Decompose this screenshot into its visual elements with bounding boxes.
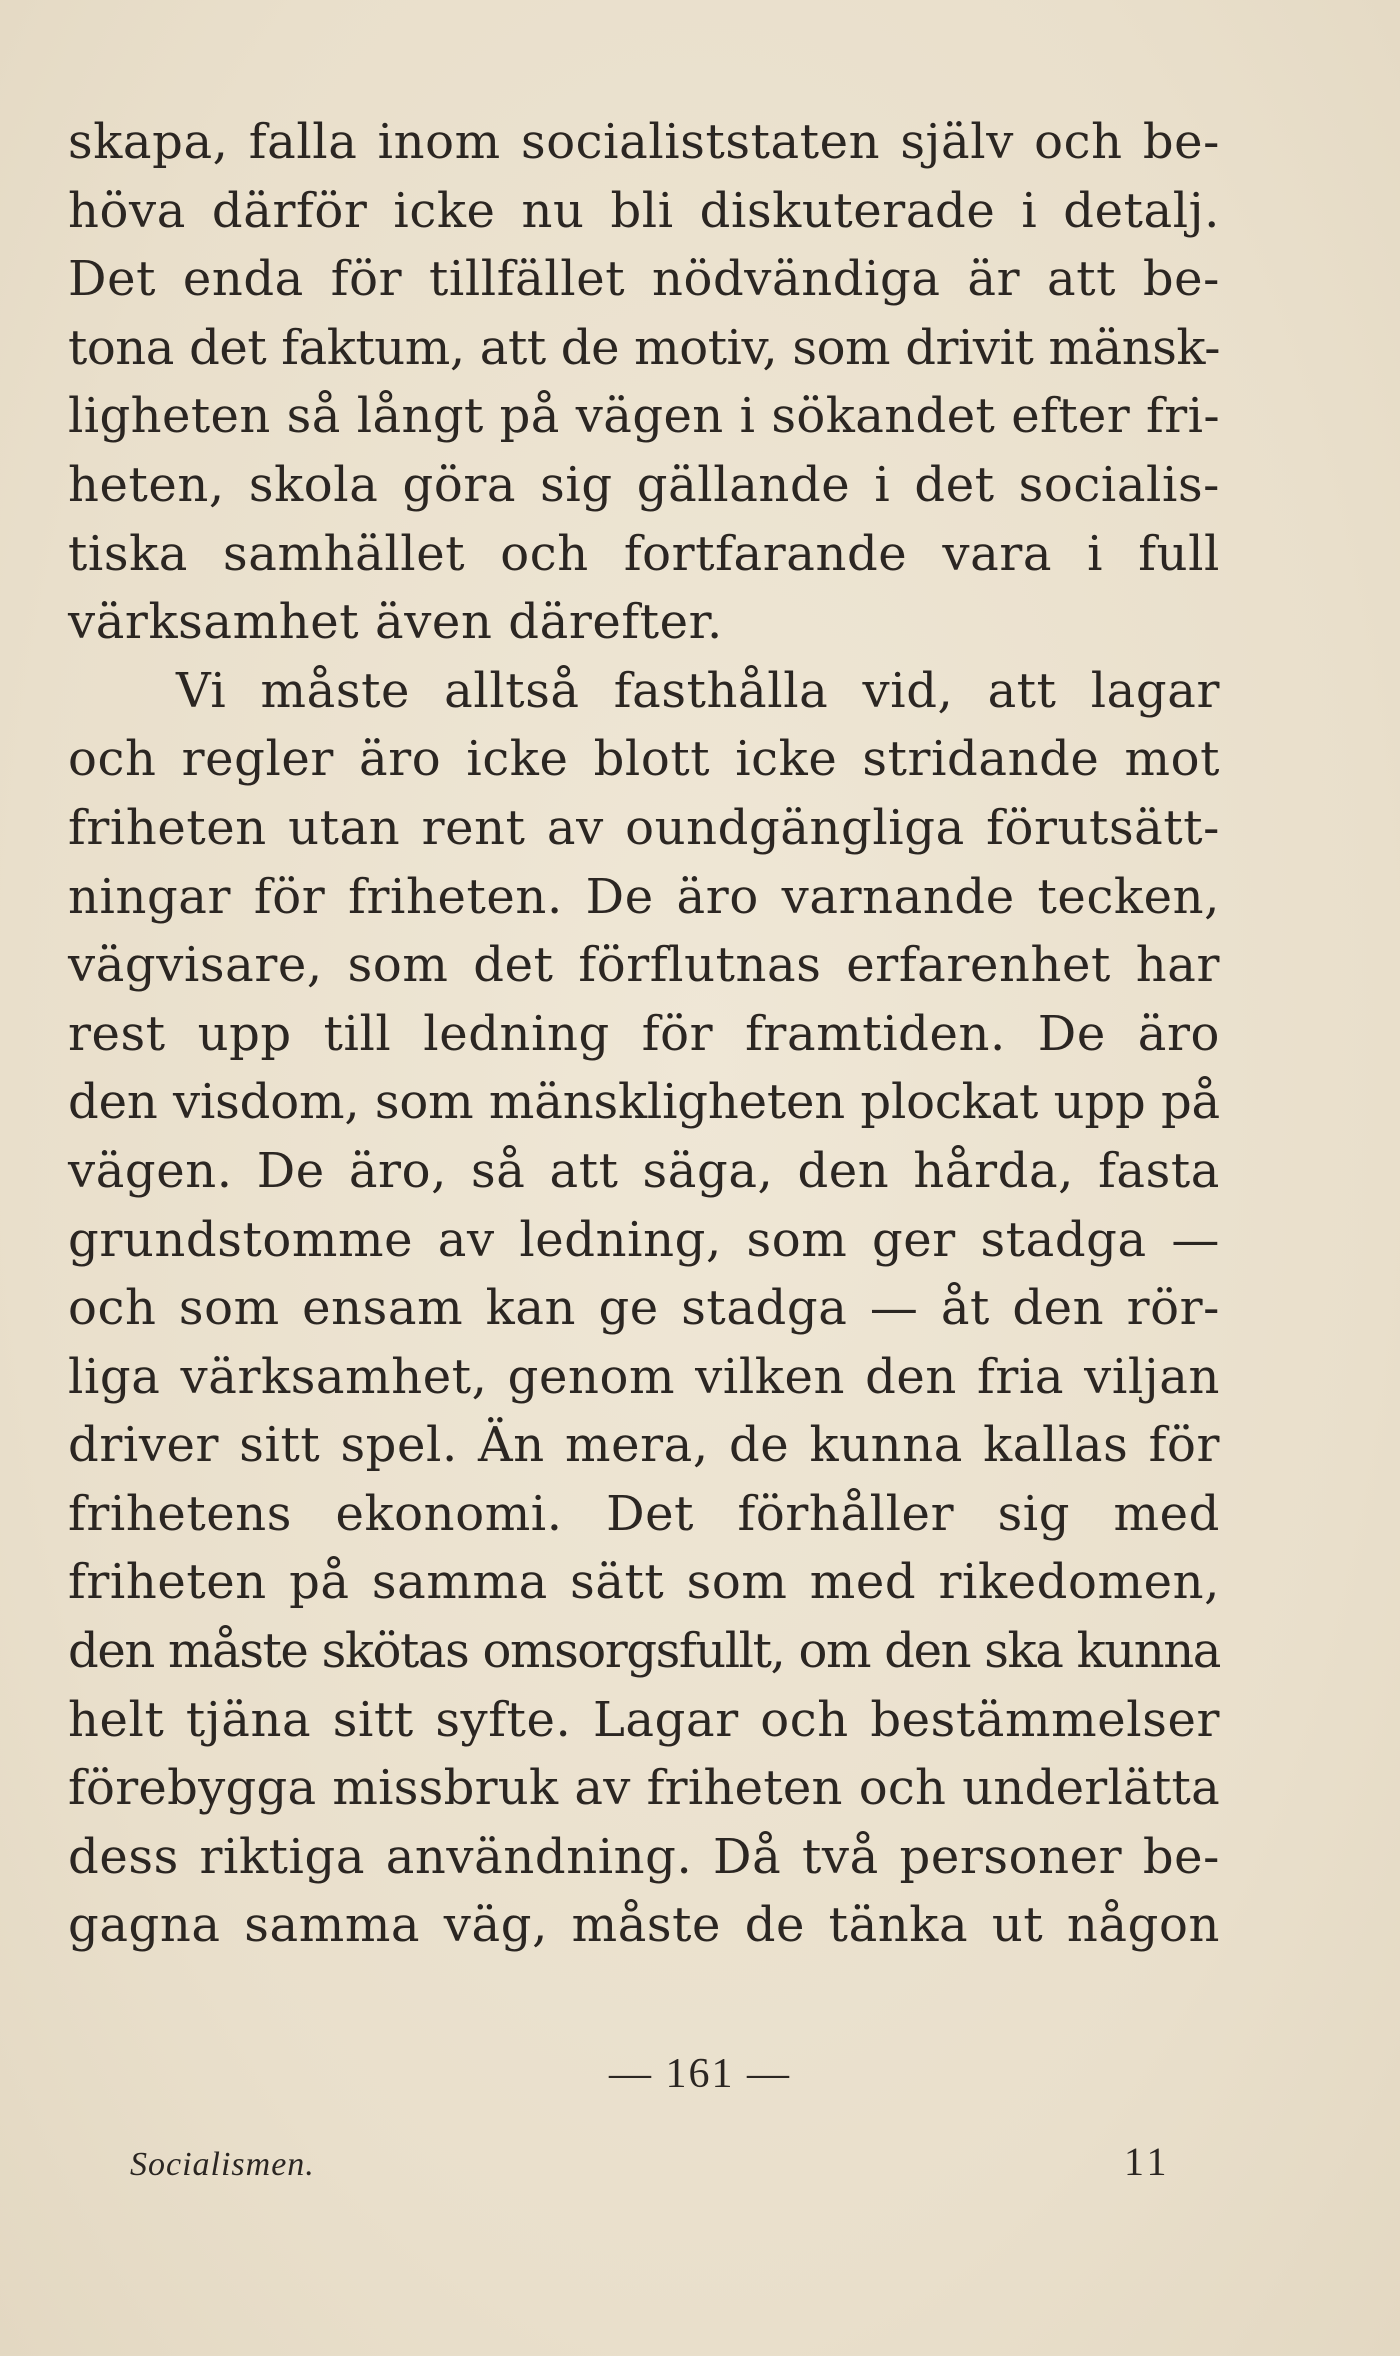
text-line: driver sitt spel. Än mera, de kunna kallas för: [68, 1417, 1220, 1474]
text-line: friheten utan rent av oundgängliga förutsätt-: [68, 799, 1220, 856]
text-line: den visdom, som mänskligheten plockat upp på: [68, 1074, 1220, 1131]
text-line: skapa, falla inom socialiststaten själv och be-: [68, 114, 1220, 170]
text-line: grundstomme av ledning, som ger stadga —: [68, 1211, 1220, 1268]
page-number: — 161 —: [609, 2051, 791, 2097]
text-line: värksamhet även därefter.: [68, 594, 723, 651]
text-line: helt tjäna sitt syfte. Lagar och bestämmelser: [68, 1691, 1220, 1748]
text-line: förebygga missbruk av friheten och underlätta: [68, 1760, 1220, 1817]
text-line: Det enda för tillfället nödvändiga är att be-: [68, 251, 1220, 308]
text-line: friheten på samma sätt som med rikedomen,: [68, 1554, 1220, 1611]
text-line: Vi måste alltså fasthålla vid, att lagar: [176, 662, 1220, 719]
text-line: dess riktiga användning. Då två personer be-: [68, 1828, 1220, 1885]
text-line: tiska samhället och fortfarande vara i full: [68, 525, 1220, 582]
text-line: den måste skötas omsorgsfullt, om den ska kunna: [68, 1623, 1220, 1680]
text-line: tona det faktum, att de motiv, som drivit mänsk-: [68, 319, 1220, 376]
text-line: frihetens ekonomi. Det förhåller sig med: [68, 1485, 1220, 1542]
text-line: liga värksamhet, genom vilken den fria viljan: [68, 1348, 1220, 1405]
signature-number: 11: [1124, 2139, 1171, 2184]
text-line: rest upp till ledning för framtiden. De äro: [68, 1005, 1220, 1062]
text-line: gagna samma väg, måste de tänka ut någon: [68, 1897, 1220, 1954]
text-line: ligheten så långt på vägen i sökandet efter fri-: [68, 388, 1220, 445]
body-text: [68, 108, 1220, 1960]
text-line: och regler äro icke blott icke stridande mot: [68, 731, 1220, 788]
text-line: och som ensam kan ge stadga — åt den rör-: [68, 1280, 1220, 1337]
text-line: vägvisare, som det förflutnas erfarenhet har: [68, 937, 1220, 994]
text-line: heten, skola göra sig gällande i det socialis-: [68, 456, 1220, 513]
text-line: höva därför icke nu bli diskuterade i detalj.: [68, 182, 1220, 239]
text-line: vägen. De äro, så att säga, den hårda, fasta: [68, 1142, 1220, 1199]
signature-title: Socialismen.: [130, 2146, 315, 2183]
text-line: ningar för friheten. De äro varnande tecken,: [68, 868, 1220, 925]
